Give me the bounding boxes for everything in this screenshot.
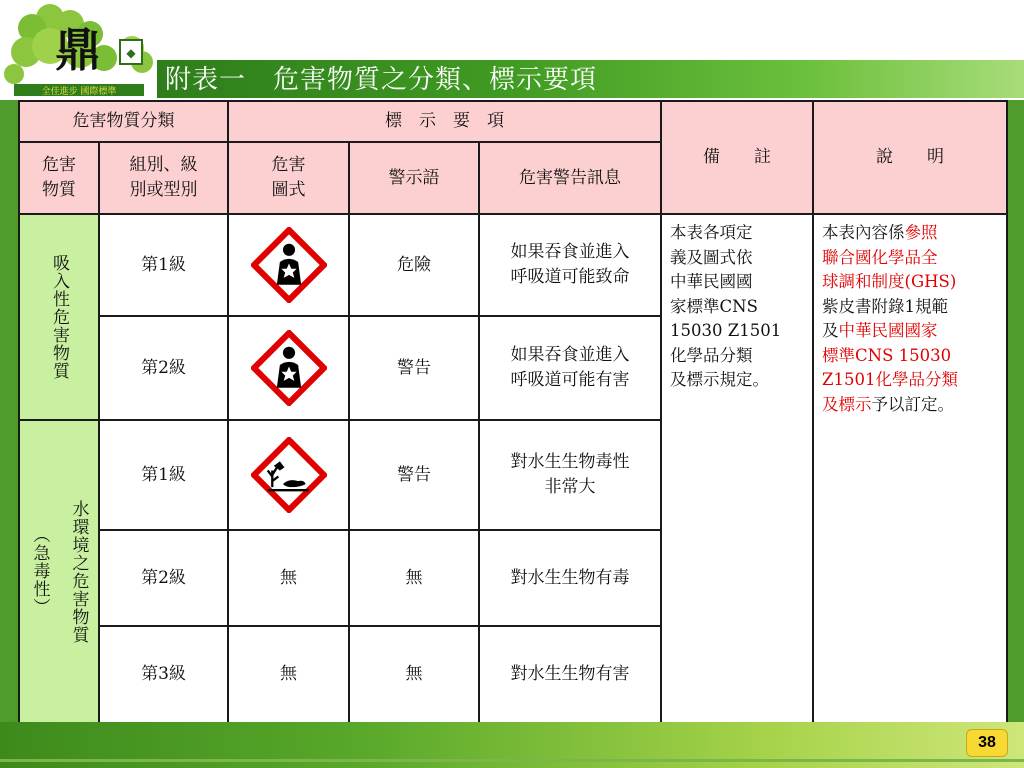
left-border [0, 100, 18, 722]
remarks-cell: 本表各項定 義及圖式依 中華民國國 家標準CNS 15030 Z1501 化學品分類 及標示規定。 [661, 214, 813, 723]
header-labeling: 標 示 要 項 [228, 101, 661, 142]
table-row [19, 214, 1007, 316]
health-hazard-icon [251, 330, 327, 406]
company-logo [0, 0, 158, 100]
slide-title: 附表一 危害物質之分類、標示要項 [165, 65, 598, 95]
header-hazard-substance: 危害 物質 [19, 142, 99, 214]
pictogram-cell [228, 316, 349, 420]
hazard-classification-table [18, 100, 1008, 724]
hazard-statement-cell: 如果吞食並進入 呼吸道可能致命 [479, 214, 661, 316]
pictogram-cell [228, 420, 349, 530]
signal-word-cell: 警告 [349, 316, 479, 420]
header-pictogram: 危害 圖式 [228, 142, 349, 214]
pictogram-cell [228, 214, 349, 316]
header-category: 危害物質分類 [19, 101, 228, 142]
svg-text:◆: ◆ [126, 46, 136, 60]
level-cell: 第1級 [99, 214, 228, 316]
level-cell: 第1級 [99, 420, 228, 530]
level-cell: 第2級 [99, 316, 228, 420]
header-signal-word: 警示語 [349, 142, 479, 214]
hazard-statement-cell: 對水生生物有毒 [479, 530, 661, 626]
environment-hazard-icon [251, 437, 327, 513]
logo-caption: 全佳進步 國際標準 [41, 87, 117, 97]
explanation-cell: 本表內容係參照 聯合國化學品全 球調和制度(GHS) 紫皮書附錄1規範 及中華民國國家 標準CNS 15030 Z1501化學品分類 及標示予以訂定。 [813, 214, 1007, 723]
signal-word-cell: 警告 [349, 420, 479, 530]
header-hazard-statement: 危害警告訊息 [479, 142, 661, 214]
logo-glyph: 鼎 [55, 23, 101, 77]
pictogram-cell: 無 [228, 626, 349, 723]
signal-word-cell: 危險 [349, 214, 479, 316]
header-remarks: 備 註 [661, 101, 813, 214]
header-explanation: 說 明 [813, 101, 1007, 214]
level-cell: 第2級 [99, 530, 228, 626]
signal-word-cell: 無 [349, 626, 479, 723]
header-group-level: 組別、級 別或型別 [99, 142, 228, 214]
group-aquatic-hazard: 水環境之危害物質 （急毒性） [19, 420, 99, 723]
pictogram-cell: 無 [228, 530, 349, 626]
level-cell: 第3級 [99, 626, 228, 723]
hazard-statement-cell: 對水生生物有害 [479, 626, 661, 723]
group-aspiration-hazard: 吸入性危害物質 [19, 214, 99, 420]
hazard-statement-cell: 如果吞食並進入 呼吸道可能有害 [479, 316, 661, 420]
footer-divider [0, 759, 1024, 762]
hazard-statement-cell: 對水生生物毒性 非常大 [479, 420, 661, 530]
page-number: 38 [966, 729, 1008, 757]
health-hazard-icon [251, 227, 327, 303]
signal-word-cell: 無 [349, 530, 479, 626]
right-border [1006, 100, 1024, 722]
